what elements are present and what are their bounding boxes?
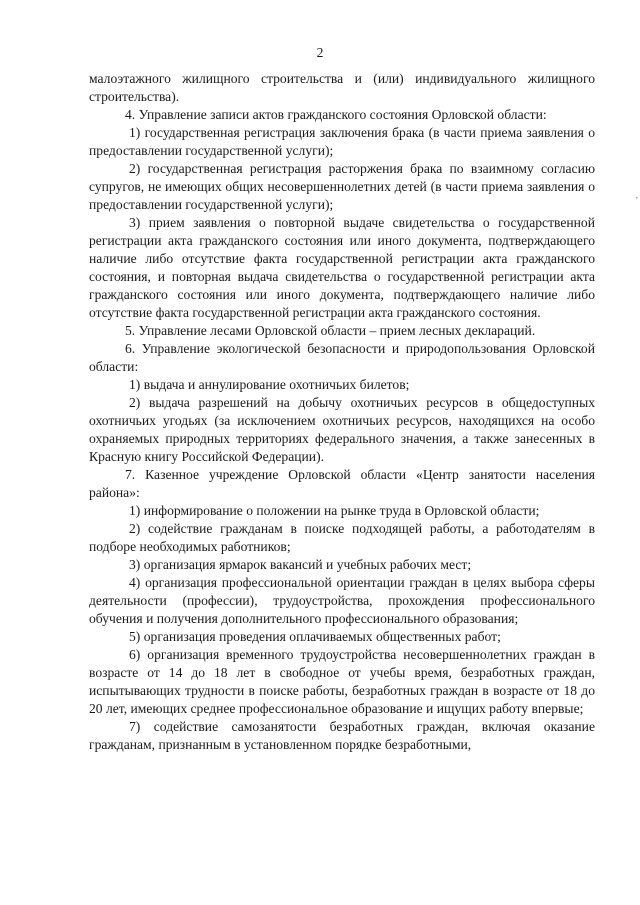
section-6-heading: 6. Управление экологической безопасности и природопользования Орловской области: [89,341,595,374]
section-7-item-6: 6) организация временного трудоустройства несовершеннолетних граждан в возрасте от 14 до 18 лет в свободное от учебы время, безработных граждан, испытывающих трудности в поиске работы, безработных граждан в возрасте от 18 до 20 лет, имеющих среднее профессиональное образование и ищущих работу впервые; [89,647,595,716]
section-6-item-1: 1) выдача и аннулирование охотничьих билетов; [129,377,410,392]
section-4-item-3: 3) прием заявления о повторной выдаче свидетельства о государственной регистрации акта гражданского состояния или иного документа, подтверждающего наличие либо отсутствие факта государственной регистрации акта гражданского состояния, и повторная выдача свидетельства о государственной регистрации акта гражданского состояния или иного документа, подтверждающего наличие либо отсутствие факта государственной регистрации акта гражданского состояния. [89,215,595,320]
paragraph-continuation: малоэтажного жилищного строительства и (или) индивидуального жилищного строительства). [89,71,595,104]
section-5: 5. Управление лесами Орловской области – прием лесных деклараций. [125,323,536,338]
section-4-item-1: 1) государственная регистрация заключения брака (в части приема заявления о предоставлении государственной услуги); [89,125,595,158]
page-number: 2 [316,45,324,60]
section-7-item-5: 5) организация проведения оплачиваемых общественных работ; [129,629,501,644]
section-7-item-7: 7) содействие самозанятости безработных граждан, включая оказание гражданам, признанным в установленном порядке безработными, [89,719,595,752]
section-7-item-4: 4) организация профессиональной ориентации граждан в целях выбора сферы деятельности (профессии), трудоустройства, прохождения профессионального обучения и получения дополнительного профессионального образования; [89,575,595,626]
section-4-item-2: 2) государственная регистрация расторжения брака по взаимному согласию супругов, не имеющих общих несовершеннолетних детей (в части приема заявления о предоставлении государственной услуги); [89,161,595,212]
section-7-item-2: 2) содействие гражданам в поиске подходящей работы, а работодателям в подборе необходимых работников; [89,521,595,554]
section-6-item-2: 2) выдача разрешений на добычу охотничьих ресурсов в общедоступных охотничьих угодьях (за исключением охотничьих ресурсов, находящихся на особо охраняемых природных территориях федерального значения, а также занесенных в Красную книгу Российской Федерации). [89,395,595,464]
section-7-item-3: 3) организация ярмарок вакансий и учебных рабочих мест; [129,557,472,572]
section-7-heading: 7. Казенное учреждение Орловской области «Центр занятости населения района»: [89,467,595,500]
section-4-heading: 4. Управление записи актов гражданского состояния Орловской области: [125,107,547,122]
margin-mark: , [635,190,638,200]
document-body [89,70,595,754]
section-7-item-1: 1) информирование о положении на рынке труда в Орловской области; [129,503,540,518]
